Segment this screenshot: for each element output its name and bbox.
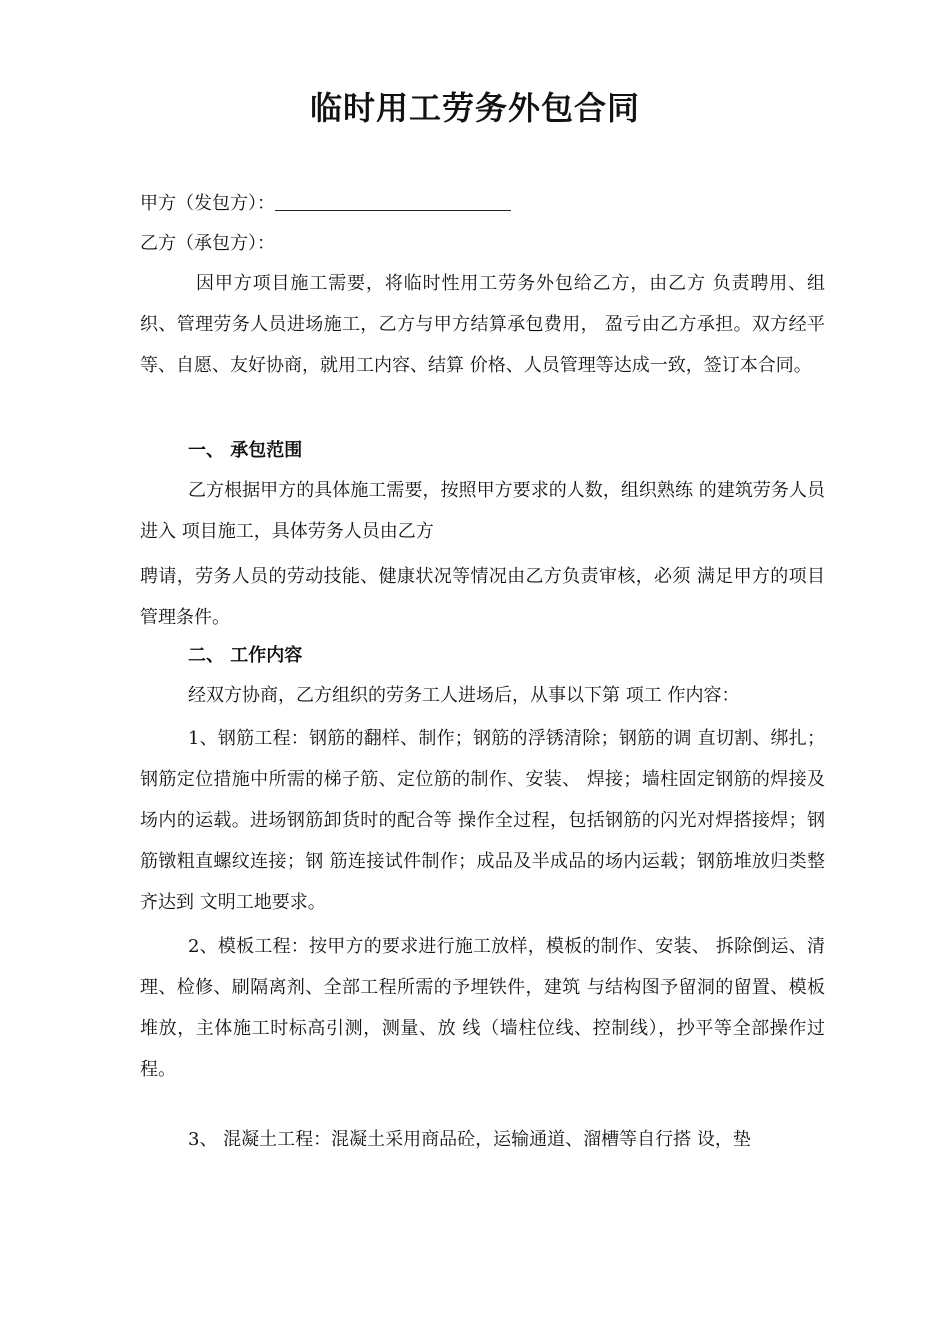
- work-item-concrete: 3、 混凝土工程：混凝土采用商品砼，运输通道、溜槽等自行搭 设，垫: [188, 1129, 751, 1150]
- section-2-lead: 经双方协商，乙方组织的劳务工人进场后，从事以下第 项工 作内容：: [188, 685, 740, 706]
- intro-paragraph: 因甲方项目施工需要，将临时性用工劳务外包给乙方，由乙方 负责聘用、组织、管理劳务人员进场施工，乙方与甲方结算承包费用， 盈亏由乙方承担。双方经平等、自愿、友好协商，就用工内容、结算 价格、人员管理等达成一致，签订本合同。: [140, 273, 825, 376]
- section-1-heading: 一、 承包范围: [188, 440, 303, 461]
- work-item-rebar: 1、钢筋工程：钢筋的翻样、制作；钢筋的浮锈清除；钢筋的调 直切割、绑扎；钢筋定位措施中所需的梯子筋、定位筋的制作、安装、 焊接；墙柱固定钢筋的焊接及场内的运载。进场钢筋卸货时的配合等 操作全过程，包括钢筋的闪光对焊搭接焊；钢筋镦粗直螺纹连接；钢 筋连接试件制作；成品及半成品的场内运载；钢筋堆放归类整齐达到 文明工地要求。: [140, 728, 825, 913]
- party-b-field: [140, 231, 275, 257]
- section-2-heading: 二、 工作内容: [188, 645, 303, 666]
- party-a-label: 甲方（发包方）：: [140, 193, 275, 214]
- section-1-paragraph-b: 聘请，劳务人员的劳动技能、健康状况等情况由乙方负责审核，必须 满足甲方的项目管理条件。: [140, 566, 825, 628]
- party-a-blank-line: [275, 190, 511, 211]
- party-a-field: [140, 190, 511, 217]
- section-1-paragraph-a: 乙方根据甲方的具体施工需要，按照甲方要求的人数，组织熟练 的建筑劳务人员进入 项目施工，具体劳务人员由乙方: [140, 480, 825, 542]
- work-item-formwork: 2、模板工程：按甲方的要求进行施工放样，模板的制作、安装、 拆除倒运、清理、检修、刷隔离剂、全部工程所需的予埋铁件，建筑 与结构图予留洞的留置、模板堆放，主体施工时标高引测，测量、放 线（墙柱位线、控制线），抄平等全部操作过程。: [140, 936, 825, 1080]
- document-title: 临时用工劳务外包合同: [309, 89, 640, 127]
- party-b-label: 乙方（承包方）：: [140, 233, 275, 254]
